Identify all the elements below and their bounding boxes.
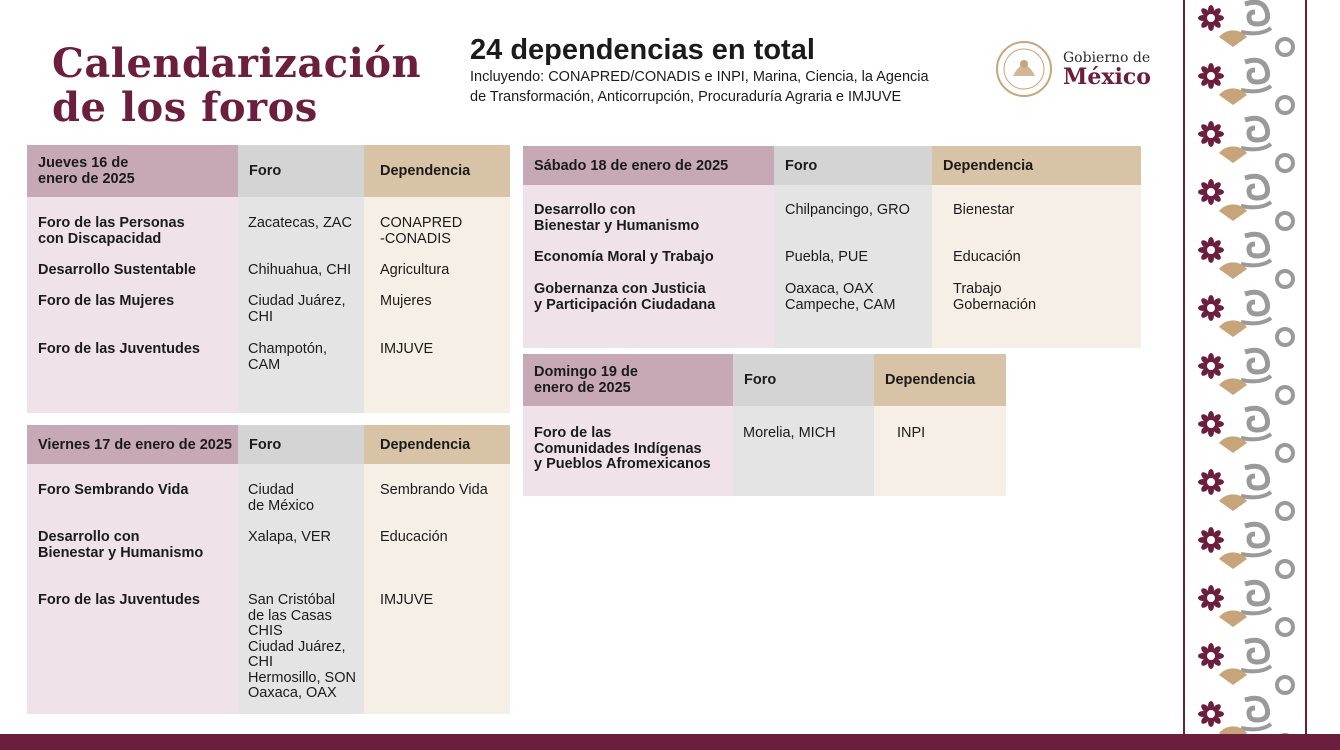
table-row-place: Oaxaca, OAX Campeche, CAM (785, 281, 896, 313)
table-row-name: Foro de las Mujeres (38, 293, 175, 309)
date-label: Jueves 16 de enero de 2025 (38, 155, 135, 187)
header-dependencia-label: Dependencia (380, 436, 471, 453)
page-title-line1: Calendarización (52, 40, 422, 87)
table-row-name: Desarrollo con Bienestar y Humanismo (38, 529, 204, 561)
table-row-name: Gobernanza con Justicia y Participación Ciudadana (534, 281, 716, 313)
header-foro-label: Foro (249, 163, 282, 179)
table-viernes (27, 425, 510, 714)
table-row-dependency: Trabajo Gobernación (953, 281, 1037, 313)
floral-pattern-icon (1185, 0, 1305, 738)
table-header-foro (733, 354, 874, 406)
table-row-dependency: Bienestar (953, 202, 1015, 218)
table-row-name: Foro de las Comunidades Indígenas y Pueblos Afromexicanos (534, 425, 711, 472)
table-row-place: San Cristóbal de las Casas CHIS Ciudad Juárez, CHI Hermosillo, SON Oaxaca, OAX (248, 592, 356, 701)
decorative-floral-border (1183, 0, 1307, 738)
logo-text-mexico: México (1063, 64, 1151, 90)
header-foro-label: Foro (249, 436, 282, 453)
table-row-place: Chihuahua, CHI (248, 262, 352, 278)
table-row-dependency: Sembrando Vida (380, 482, 488, 498)
summary-line-2: de Transformación, Anticorrupción, Procuraduría Agraria e IMJUVE (470, 89, 902, 105)
logo-text-gobierno: Gobierno de (1063, 50, 1151, 66)
table-row-dependency: Agricultura (380, 262, 450, 278)
table-row-place: Xalapa, VER (248, 529, 332, 545)
table-row-dependency: Mujeres (380, 293, 432, 309)
table-row-place: Champotón, CAM (248, 341, 327, 373)
table-header-foro (238, 145, 364, 197)
table-row-dependency: IMJUVE (380, 341, 434, 357)
table-row-name: Foro Sembrando Vida (38, 482, 189, 498)
table-jueves (27, 145, 510, 413)
table-domingo (523, 354, 1006, 496)
table-header-dependencia (932, 146, 1141, 185)
table-row-dependency: CONAPRED -CONADIS (380, 215, 463, 247)
table-row-name: Economía Moral y Trabajo (534, 249, 714, 265)
summary-heading: 24 dependencias en total (470, 34, 815, 66)
date-label: Viernes 17 de enero de 2025 (38, 436, 232, 453)
table-header-dependencia (874, 354, 1006, 406)
national-seal-icon (995, 40, 1053, 98)
table-row-dependency: IMJUVE (380, 592, 434, 608)
date-label: Domingo 19 de enero de 2025 (534, 364, 638, 396)
summary-line-1: Incluyendo: CONAPRED/CONADIS e INPI, Marina, Ciencia, la Agencia (470, 69, 929, 85)
table-row-name: Desarrollo con Bienestar y Humanismo (534, 202, 700, 234)
table-header-foro (774, 146, 932, 185)
column-name-bg (27, 464, 238, 714)
header-foro-label: Foro (744, 372, 777, 388)
table-row-place: Morelia, MICH (743, 425, 836, 441)
table-header-dependencia (364, 425, 510, 464)
table-row-dependency: Educación (953, 249, 1021, 265)
table-header-dependencia (364, 145, 510, 197)
table-date-header (27, 145, 238, 197)
header-dependencia-label: Dependencia (943, 157, 1034, 174)
table-row-name: Desarrollo Sustentable (38, 262, 196, 278)
table-row-place: Puebla, PUE (785, 249, 869, 265)
column-dependencia-bg (364, 464, 510, 714)
column-dependencia-bg (874, 406, 1006, 496)
table-row-place: Ciudad Juárez, CHI (248, 293, 346, 325)
table-row-name: Foro de las Juventudes (38, 341, 200, 357)
page-title (52, 42, 421, 130)
column-foro-bg (733, 406, 874, 496)
header-foro-label: Foro (785, 157, 818, 174)
table-sabado (523, 146, 1141, 348)
table-header-foro (238, 425, 364, 464)
table-row-name: Foro de las Personas con Discapacidad (38, 215, 185, 247)
date-label: Sábado 18 de enero de 2025 (534, 157, 729, 174)
table-row-place: Chilpancingo, GRO (785, 202, 910, 218)
summary-block (470, 33, 990, 107)
header-dependencia-label: Dependencia (885, 372, 976, 388)
table-row-dependency: Educación (380, 529, 448, 545)
gobierno-logo (995, 40, 1165, 100)
table-row-place: Zacatecas, ZAC (248, 215, 352, 231)
bottom-brand-bar (0, 734, 1340, 750)
table-date-header (523, 354, 733, 406)
table-row-dependency: INPI (897, 425, 926, 441)
table-date-header (27, 425, 238, 464)
table-row-place: Ciudad de México (248, 482, 315, 514)
table-date-header (523, 146, 774, 185)
header-dependencia-label: Dependencia (380, 163, 471, 179)
table-row-name: Foro de las Juventudes (38, 592, 200, 608)
page-title-line2: de los foros (52, 84, 318, 131)
